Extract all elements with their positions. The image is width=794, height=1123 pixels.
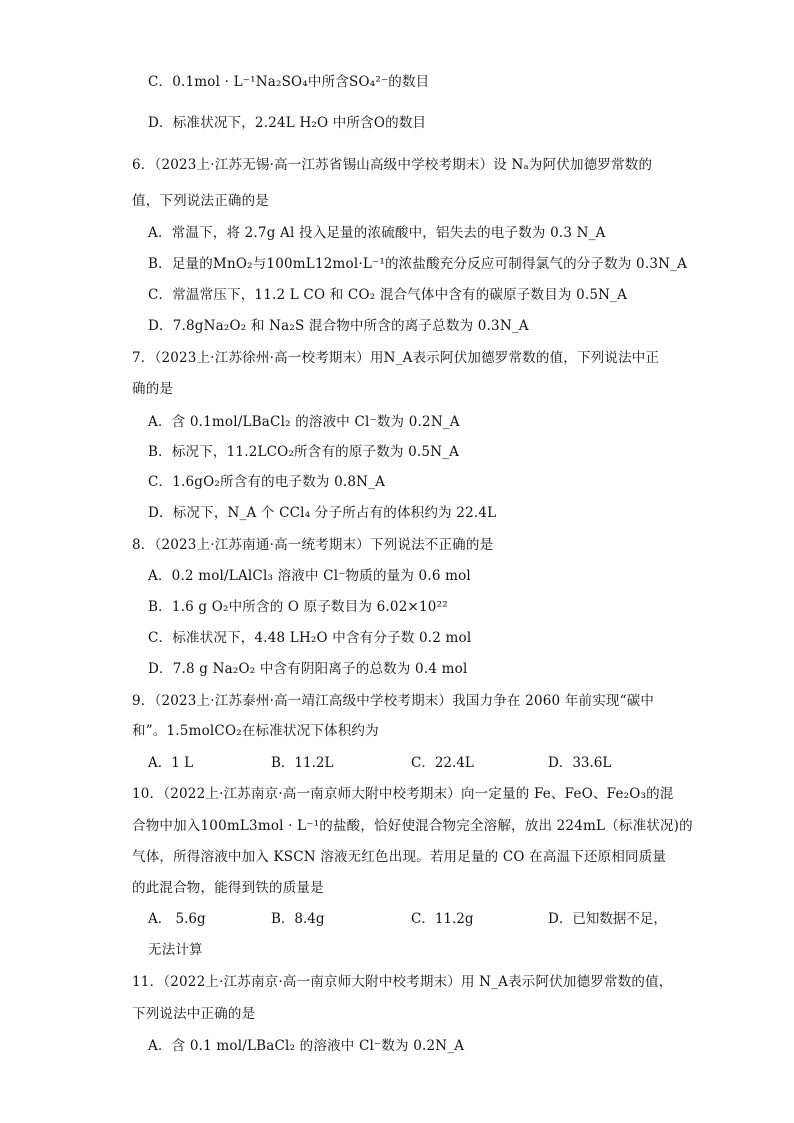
q9-option-c: C．22.4L bbox=[411, 755, 474, 771]
q11-option-a: A．含 0.1 mol/LBaCl₂ 的溶液中 Cl⁻数为 0.2N_A bbox=[148, 1038, 465, 1054]
q10-option-c: C．11.2g bbox=[411, 911, 474, 927]
q6-option-c: C．常温常压下，11.2 L CO 和 CO₂ 混合气体中含有的碳原子数目为 0.5N_A bbox=[148, 287, 628, 303]
q7-stem-line1: 7．（2023上·江苏徐州·高一校考期末）用N_A表示阿伏加德罗常数的值，下列说法中正 bbox=[132, 350, 660, 366]
q8-stem: 8．（2023上·江苏南通·高一统考期末）下列说法不正确的是 bbox=[132, 537, 494, 553]
q8-option-b: B．1.6 g O₂中所含的 O 原子数目为 6.02×10²² bbox=[148, 599, 448, 615]
q7-stem-line2: 确的是 bbox=[132, 381, 174, 397]
q8-option-c: C．标准状况下，4.48 LH₂O 中含有分子数 0.2 mol bbox=[148, 630, 472, 646]
q6-option-b: B．足量的MnO₂与100mL12mol·L⁻¹的浓盐酸充分反应可制得氯气的分子数为 0.3N_A bbox=[148, 256, 688, 272]
q10-stem-line3: 气体，所得溶液中加入 KSCN 溶液无红色出现。若用足量的 CO 在高温下还原相同质量 bbox=[132, 849, 667, 865]
q10-stem-line1: 10．（2022上·江苏南京·高一南京师大附中校考期末）向一定量的 Fe、FeO、Fe₂O₃的混 bbox=[132, 786, 674, 802]
q6-stem-line1: 6．（2023上·江苏无锡·高一江苏省锡山高级中学校考期末）设 Nₐ为阿伏加德罗常数的 bbox=[132, 157, 653, 173]
q5-option-c: C．0.1mol · L⁻¹Na₂SO₄中所含SO₄²⁻的数目 bbox=[148, 74, 430, 90]
q6-option-d: D．7.8gNa₂O₂ 和 Na₂S 混合物中所含的离子总数为 0.3N_A bbox=[148, 318, 529, 334]
q10-option-b: B．8.4g bbox=[271, 911, 325, 927]
q5-option-d: D．标准状况下，2.24L H₂O 中所含O的数目 bbox=[148, 115, 427, 131]
q10-option-d-cont: 无法计算 bbox=[148, 942, 203, 958]
q6-stem-line2: 值，下列说法正确的是 bbox=[132, 193, 269, 209]
q9-option-d: D．33.6L bbox=[548, 755, 612, 771]
q7-option-c: C．1.6gO₂所含有的电子数为 0.8N_A bbox=[148, 474, 386, 490]
q8-option-a: A．0.2 mol/LAlCl₃ 溶液中 Cl⁻物质的量为 0.6 mol bbox=[148, 568, 471, 584]
q6-option-a: A．常温下，将 2.7g Al 投入足量的浓硫酸中，铝失去的电子数为 0.3 N_A bbox=[148, 225, 606, 241]
q10-stem-line2: 合物中加入100mL3mol · L⁻¹的盐酸，恰好使混合物完全溶解，放出 224mL（标准状况)的 bbox=[132, 818, 693, 834]
q11-stem-line1: 11．（2022上·江苏南京·高一南京师大附中校考期末）用 N_A表示阿伏加德罗常数的值， bbox=[132, 974, 673, 990]
q10-stem-line4: 的此混合物，能得到铁的质量是 bbox=[132, 880, 324, 896]
q9-stem-line2: 和”。1.5molCO₂在标准状况下体积约为 bbox=[132, 723, 379, 739]
q9-stem-line1: 9．（2023上·江苏泰州·高一靖江高级中学校考期末）我国力争在 2060 年前实现“碳中 bbox=[132, 693, 655, 709]
q9-option-a: A．1 L bbox=[148, 755, 194, 771]
q7-option-d: D．标况下，N_A 个 CCl₄ 分子所占有的体积约为 22.4L bbox=[148, 505, 497, 521]
q11-stem-line2: 下列说法中正确的是 bbox=[132, 1006, 256, 1022]
q7-option-a: A．含 0.1mol/LBaCl₂ 的溶液中 Cl⁻数为 0.2N_A bbox=[148, 414, 460, 430]
q10-option-a: A． 5.6g bbox=[148, 911, 206, 927]
q10-option-d: D．已知数据不足， bbox=[548, 911, 667, 927]
q7-option-b: B．标况下，11.2LCO₂所含有的原子数为 0.5N_A bbox=[148, 444, 460, 460]
q8-option-d: D．7.8 g Na₂O₂ 中含有阴阳离子的总数为 0.4 mol bbox=[148, 661, 468, 677]
q9-option-b: B．11.2L bbox=[271, 755, 334, 771]
